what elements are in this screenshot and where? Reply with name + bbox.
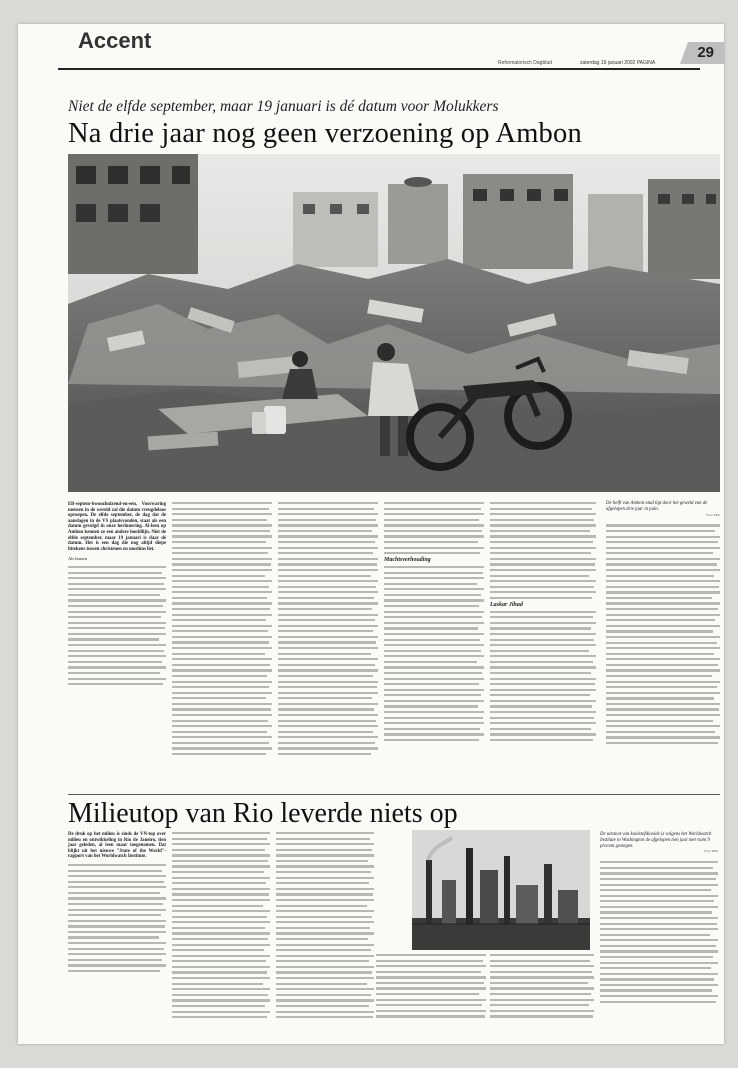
story1-photo-rubble xyxy=(68,154,720,492)
story2-lead: De druk op het milieu is sinds de VN-top over milieu en ontwikkeling in Rio de Janeiro, tien jaar geleden, al leen maar toegenomen. Dat blijkt uit het nieuwe "State of the World"-rapport van het Worldwatch Institute. xyxy=(68,832,166,860)
page-number: 29 xyxy=(697,44,714,61)
story1-column-5 xyxy=(490,502,596,744)
story1-caption-text: De helft van Ambon-stad ligt door het geweld van de afgelopen drie jaar in puin. xyxy=(606,501,708,512)
story-divider xyxy=(68,794,720,795)
story1-column-1-text xyxy=(68,566,166,685)
story1-lead: Elf-septem-bwoozhuizend-en-een. Voorwaring mensen in de wereld zal die datum vreugdeloos oproepen. De elfde september, de dag dat de aanslagen in de VS plaatsvonden, staat als een datum gevolgd in onze herinnering. Al-leen op Ambon kennen ze een andere hoofdlijn. Niet de elfde september, maar 19 januari is daar dé datum. Het is een dag die nog altijd diepe littekens tussen christenen en moslims liet. xyxy=(68,502,166,552)
story1-author: Ab Jansen xyxy=(68,556,88,562)
header-rule xyxy=(58,68,700,70)
refinery-illustration xyxy=(412,830,590,950)
story2-column-3 xyxy=(276,832,374,1022)
section-title: Accent xyxy=(78,28,152,53)
rubble-scene-illustration xyxy=(68,154,720,492)
story2-photo-refinery xyxy=(412,830,590,950)
newspaper-page xyxy=(18,24,724,1044)
story2-column-1-text xyxy=(68,864,166,972)
masthead xyxy=(18,24,724,70)
story2-column-1 xyxy=(68,832,166,976)
story1-subhead-1: Machtsverhouding xyxy=(384,557,431,564)
story1-subhead-2: Laskar Jihad xyxy=(490,602,523,609)
story1-kicker: Niet de elfde september, maar 19 januari is dé datum voor Molukkers xyxy=(68,98,499,115)
story1-headline: Na drie jaar nog geen verzoening op Ambon xyxy=(68,118,582,149)
story2-photo-caption xyxy=(600,832,718,1006)
story2-photo-credit: Foto EPA xyxy=(704,849,718,854)
story2-headline: Milieutop van Rio leverde niets op xyxy=(68,798,458,829)
story1-column-1 xyxy=(68,502,166,689)
issue-date: zaterdag 19 januari 2002 PAGINA xyxy=(580,60,656,66)
story2-column-5 xyxy=(490,954,594,1021)
story2-column-4 xyxy=(376,954,486,1021)
paper-name: Reformatorisch Dagblad xyxy=(498,60,552,66)
story1-photo-credit: Foto EPA xyxy=(706,512,720,517)
story1-column-3 xyxy=(278,502,378,759)
story2-column-6 xyxy=(600,861,718,1003)
story1-column-4 xyxy=(384,502,484,744)
story1-column-6 xyxy=(606,524,720,744)
story2-column-2 xyxy=(172,832,270,1022)
story1-column-2 xyxy=(172,502,272,759)
story2-caption-text: De uitstoot van koolstofdioxide is volgens het Worldwatch Institute in Washington de afgelopen tien jaar met ruim 9 procent gestegen. xyxy=(600,832,712,849)
story1-photo-caption xyxy=(606,501,720,748)
